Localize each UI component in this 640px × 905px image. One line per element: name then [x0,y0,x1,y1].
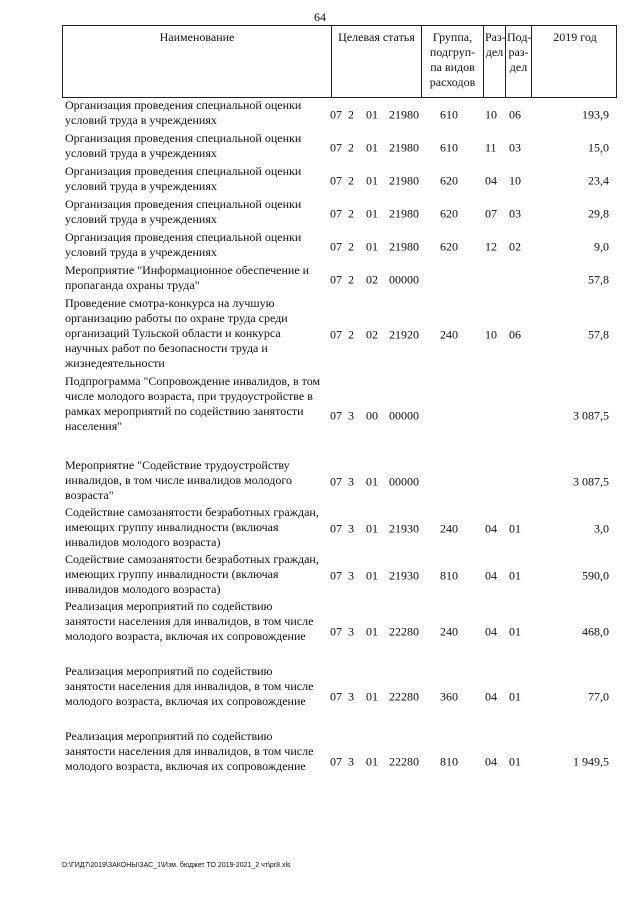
row-name: Организация проведения специальной оценки условий труда в учреждениях [65,197,302,226]
table-header [62,25,617,98]
group-code: 810 [440,754,458,768]
section-code: 04 [485,754,497,768]
code-c3: 01 [366,239,378,253]
subsection-code: 06 [509,107,521,121]
code-c4: 22280 [389,754,419,768]
row-name: Содействие самозанятости безработных граждан, имеющих группу инвалидности (включая инвалидов молодого возраста) [65,552,319,596]
code-c4: 21980 [389,239,419,253]
code-c4: 00000 [389,408,419,423]
section-code: 11 [485,140,497,154]
code-c2: 3 [348,624,354,638]
code-c1: 07 [330,474,342,488]
table-row [62,164,617,197]
subsection-code: 10 [509,173,521,187]
code-c3: 01 [366,689,378,703]
row-name: Организация проведения специальной оценки условий труда в учреждениях [65,164,302,193]
row-name: Мероприятие "Информационное обеспечение и пропаганда охраны труда" [65,263,310,292]
code-c4: 22280 [389,624,419,638]
amount-2019: 1 949,5 [573,754,609,768]
amount-2019: 590,0 [582,568,609,582]
code-c2: 2 [348,206,354,220]
code-c2: 3 [348,754,354,768]
header-section: Раз-дел [483,26,505,98]
table-row [62,552,617,599]
code-c2: 3 [348,408,354,423]
code-c3: 01 [366,173,378,187]
section-code: 04 [485,173,497,187]
table-row [62,263,617,296]
table-row [62,131,617,164]
subsection-code: 06 [509,327,521,342]
code-c4: 21920 [389,327,419,342]
code-c2: 2 [348,239,354,253]
group-code: 610 [440,107,458,121]
row-name: Подпрограмма "Сопровождение инвалидов, в том числе молодого возраста, при трудоустройстве в рамках мероприятий по содействию занятости населения" [65,374,321,433]
code-c1: 07 [330,521,342,535]
code-c3: 01 [366,521,378,535]
group-code: 620 [440,173,458,187]
row-name: Реализация мероприятий по содействию занятости населения для инвалидов, в том числе молодого возраста, включая их сопровождение [65,729,314,773]
group-code: 620 [440,239,458,253]
subsection-code: 01 [509,568,521,582]
header-group: Группа, подгруп-па видов расходов [421,26,483,98]
subsection-code: 01 [509,754,521,768]
amount-2019: 57,8 [588,327,609,342]
group-code: 620 [440,206,458,220]
table-row [62,599,617,664]
code-c3: 01 [366,568,378,582]
code-c2: 2 [348,327,354,342]
code-c4: 21930 [389,521,419,535]
code-c3: 02 [366,327,378,342]
code-c2: 2 [348,107,354,121]
code-c3: 01 [366,624,378,638]
code-c1: 07 [330,327,342,342]
subsection-code: 01 [509,624,521,638]
row-name: Организация проведения специальной оценки условий труда в учреждениях [65,230,302,259]
group-code: 810 [440,568,458,582]
amount-2019: 57,8 [588,272,609,286]
code-c4: 21930 [389,568,419,582]
code-c3: 01 [366,107,378,121]
row-name: Содействие самозанятости безработных граждан, имеющих группу инвалидности (включая инвалидов молодого возраста) [65,505,319,549]
subsection-code: 01 [509,521,521,535]
code-c2: 2 [348,173,354,187]
amount-2019: 193,9 [582,107,609,121]
section-code: 10 [485,327,497,342]
code-c1: 07 [330,568,342,582]
code-c2: 2 [348,272,354,286]
subsection-code: 01 [509,689,521,703]
amount-2019: 23,4 [588,173,609,187]
subsection-code: 03 [509,140,521,154]
code-c2: 3 [348,689,354,703]
section-code: 10 [485,107,497,121]
section-code: 04 [485,521,497,535]
page-number: 64 [314,10,326,24]
code-c1: 07 [330,173,342,187]
row-name: Организация проведения специальной оценки условий труда в учреждениях [65,98,302,127]
amount-2019: 3 087,5 [573,408,609,423]
section-code: 12 [485,239,497,253]
group-code: 360 [440,689,458,703]
row-name: Реализация мероприятий по содействию занятости населения для инвалидов, в том числе молодого возраста, включая их сопровождение [65,599,314,643]
table-row [62,197,617,230]
section-code: 04 [485,689,497,703]
code-c3: 01 [366,206,378,220]
code-c3: 00 [366,408,378,423]
amount-2019: 468,0 [582,624,609,638]
code-c1: 07 [330,140,342,154]
row-name: Реализация мероприятий по содействию занятости населения для инвалидов, в том числе молодого возраста, включая их сопровождение [65,664,314,708]
code-c1: 07 [330,239,342,253]
section-code: 04 [485,568,497,582]
code-c1: 07 [330,272,342,286]
code-c4: 21980 [389,140,419,154]
table-row [62,98,617,131]
amount-2019: 3 087,5 [573,474,609,488]
table-row [62,230,617,263]
code-c4: 21980 [389,107,419,121]
header-name: Наименование [159,30,235,44]
group-code: 240 [440,521,458,535]
amount-2019: 9,0 [594,239,609,253]
row-name: Проведение смотра-конкурса на лучшую организацию работы по охране труда среди организаций Тульской области и конкурса научных работ по безопасности труда и жизнедеятельности [65,296,288,370]
code-c3: 01 [366,754,378,768]
code-c1: 07 [330,206,342,220]
code-c3: 01 [366,140,378,154]
table-row [62,505,617,552]
budget-table [62,25,617,794]
code-c1: 07 [330,624,342,638]
code-c1: 07 [330,754,342,768]
file-path-footer: D:\ГИД7\2019\ЗАКОНЫ\ЗАС_1\Изм. бюджет ТО 2019-2021_2 чт\pr8.xls [62,862,291,869]
code-c1: 07 [330,107,342,121]
code-c4: 00000 [389,272,419,286]
code-c3: 02 [366,272,378,286]
row-name: Организация проведения специальной оценки условий труда в учреждениях [65,131,302,160]
code-c4: 22280 [389,689,419,703]
code-c1: 07 [330,408,342,423]
amount-2019: 29,8 [588,206,609,220]
table-row [62,458,617,505]
table-row [62,729,617,794]
group-code: 240 [440,327,458,342]
code-c2: 3 [348,474,354,488]
code-c4: 21980 [389,206,419,220]
header-subsection: Под-раз-дел [505,26,531,98]
header-year: 2019 год [531,26,618,98]
section-code: 04 [485,624,497,638]
group-code: 610 [440,140,458,154]
code-c2: 3 [348,568,354,582]
subsection-code: 03 [509,206,521,220]
row-name: Мероприятие "Содействие трудоустройству инвалидов, в том числе инвалидов молодого возраста" [65,458,292,502]
table-row [62,664,617,729]
table-row [62,374,617,458]
amount-2019: 3,0 [594,521,609,535]
code-c1: 07 [330,689,342,703]
table-row [62,296,617,374]
table-body [62,98,617,794]
amount-2019: 77,0 [588,689,609,703]
code-c4: 21980 [389,173,419,187]
amount-2019: 15,0 [588,140,609,154]
header-target: Целевая статья [331,26,421,98]
code-c3: 01 [366,474,378,488]
code-c4: 00000 [389,474,419,488]
section-code: 07 [485,206,497,220]
group-code: 240 [440,624,458,638]
code-c2: 3 [348,521,354,535]
code-c2: 2 [348,140,354,154]
subsection-code: 02 [509,239,521,253]
